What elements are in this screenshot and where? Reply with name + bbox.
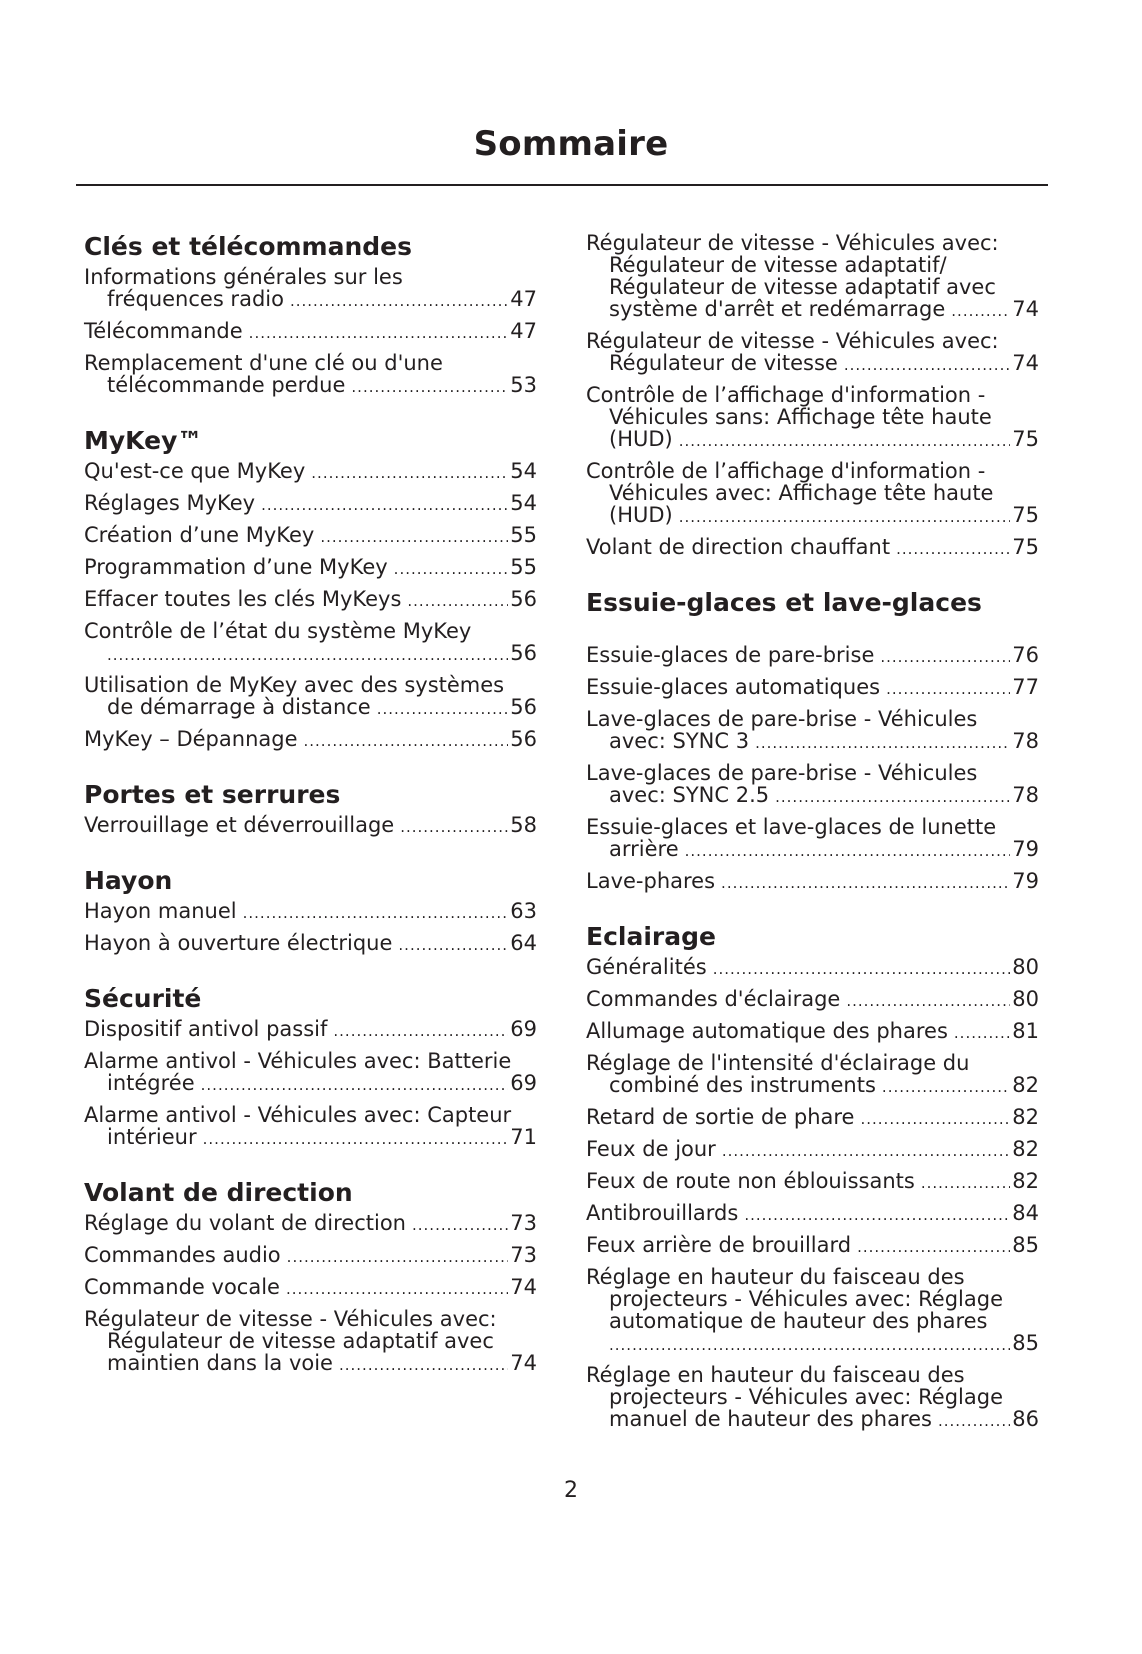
entry-page-number: 74	[1012, 297, 1039, 321]
dot-leader	[921, 1172, 1010, 1194]
entry-text: Alarme antivol - Véhicules avec: Capteur	[84, 1103, 512, 1127]
dot-leader	[882, 1076, 1010, 1098]
page-number: 2	[564, 1478, 578, 1503]
dot-leader	[290, 290, 508, 312]
entry-page-number: 56	[510, 587, 537, 611]
toc-section-continued	[586, 232, 1039, 560]
dot-leader	[938, 1410, 1010, 1432]
entry-text: Alarme antivol - Véhicules avec: Batterie	[84, 1049, 512, 1073]
dot-leader	[775, 786, 1010, 808]
entry-page-number: 53	[510, 373, 537, 397]
dot-leader	[398, 934, 508, 956]
entry-text: Allumage automatique des phares	[586, 1019, 948, 1043]
toc-entry[interactable]	[586, 1052, 1039, 1098]
entry-text: Feux de jour	[586, 1137, 716, 1161]
dot-leader	[400, 816, 508, 838]
entry-page-number: 69	[510, 1071, 537, 1095]
dot-leader	[755, 732, 1010, 754]
dot-leader	[261, 494, 508, 516]
entry-text: Régulateur de vitesse adaptatif/	[609, 253, 947, 277]
toc-entry[interactable]	[586, 1234, 1039, 1258]
entry-text: Hayon à ouverture électrique	[84, 931, 393, 955]
entry-page-number: 74	[510, 1351, 537, 1375]
entry-text: Régulateur de vitesse adaptatif avec	[107, 1329, 494, 1353]
entry-text: Réglage en hauteur du faisceau des	[586, 1265, 965, 1289]
dot-leader	[243, 902, 509, 924]
section-heading: Portes et serrures	[84, 780, 341, 809]
dot-leader	[333, 1020, 508, 1042]
entry-page-number: 56	[510, 727, 537, 751]
entry-text: Commande vocale	[84, 1275, 280, 1299]
toc-entry[interactable]	[586, 708, 1039, 754]
dot-leader	[339, 1354, 508, 1376]
entry-text: Contrôle de l’affichage d'information -	[586, 383, 986, 407]
dot-leader	[286, 1278, 508, 1300]
toc-entry[interactable]	[84, 1276, 537, 1300]
entry-text: avec: SYNC 3	[609, 729, 750, 753]
entry-text: Véhicules sans: Affichage tête haute	[609, 405, 992, 429]
toc-entry[interactable]	[84, 556, 537, 580]
toc-entry[interactable]	[586, 1364, 1039, 1432]
dot-leader	[679, 430, 1011, 452]
entry-text: Réglages MyKey	[84, 491, 256, 515]
dot-leader	[287, 1246, 509, 1268]
entry-page-number: 82	[1012, 1073, 1039, 1097]
entry-text: Création d’une MyKey	[84, 523, 315, 547]
toc-section-essuie-glaces-et-lave-glaces	[586, 588, 1039, 894]
entry-text: Verrouillage et déverrouillage	[84, 813, 395, 837]
entry-text: Régulateur de vitesse - Véhicules avec:	[586, 329, 999, 353]
toc-entry[interactable]	[84, 1212, 537, 1236]
toc-section-cles-et-telecommandes	[84, 232, 537, 398]
dot-leader	[896, 538, 1010, 560]
entry-page-number: 54	[510, 459, 537, 483]
dot-leader	[880, 646, 1010, 668]
toc-entry[interactable]	[84, 266, 537, 312]
entry-text: (HUD)	[609, 427, 673, 451]
entry-text: Antibrouillards	[586, 1201, 739, 1225]
entry-page-number: 79	[1012, 837, 1039, 861]
entry-page-number: 71	[510, 1125, 537, 1149]
toc-section-mykey	[84, 426, 537, 752]
dot-leader	[951, 300, 1010, 322]
entry-text: Informations générales sur les	[84, 265, 403, 289]
dot-leader	[609, 1334, 1010, 1356]
toc-section-portes-et-serrures	[84, 780, 537, 838]
entry-page-number: 58	[510, 813, 537, 837]
dot-leader	[304, 730, 509, 752]
dot-leader	[886, 678, 1010, 700]
entry-page-number: 56	[510, 695, 537, 719]
dot-leader	[860, 1108, 1010, 1130]
entry-page-number: 86	[1012, 1407, 1039, 1431]
entry-page-number: 56	[510, 641, 537, 665]
entry-text: intérieur	[107, 1125, 197, 1149]
entry-page-number: 80	[1012, 955, 1039, 979]
entry-text: télécommande perdue	[107, 373, 346, 397]
entry-text: Réglage en hauteur du faisceau des	[586, 1363, 965, 1387]
entry-text: Réglage du volant de direction	[84, 1211, 406, 1235]
entry-text: Essuie-glaces et lave-glaces de lunette	[586, 815, 997, 839]
title-divider	[76, 184, 1048, 186]
dot-leader	[249, 322, 509, 344]
entry-page-number: 84	[1012, 1201, 1039, 1225]
entry-text: intégrée	[107, 1071, 195, 1095]
toc-entry[interactable]	[84, 524, 537, 548]
entry-text: projecteurs - Véhicules avec: Réglage	[609, 1287, 1004, 1311]
entry-page-number: 82	[1012, 1137, 1039, 1161]
toc-entry[interactable]	[84, 460, 537, 484]
entry-text: MyKey – Dépannage	[84, 727, 298, 751]
dot-leader	[311, 462, 508, 484]
toc-section-hayon	[84, 866, 537, 956]
toc-entry[interactable]	[586, 384, 1039, 452]
entry-text: automatique de hauteur des phares	[609, 1309, 988, 1333]
section-heading: Eclairage	[586, 922, 716, 951]
entry-text: Lave-glaces de pare-brise - Véhicules	[586, 707, 978, 731]
toc-entry[interactable]	[586, 536, 1039, 560]
entry-text: Télécommande	[84, 319, 243, 343]
entry-text: Contrôle de l’état du système MyKey	[84, 619, 472, 643]
dot-leader	[351, 376, 508, 398]
entry-text: Régulateur de vitesse - Véhicules avec:	[84, 1307, 497, 1331]
entry-text: Réglage de l'intensité d'éclairage du	[586, 1051, 970, 1075]
entry-text: Véhicules avec: Affichage tête haute	[609, 481, 994, 505]
entry-text: Lave-glaces de pare-brise - Véhicules	[586, 761, 978, 785]
toc-entry[interactable]	[586, 460, 1039, 528]
entry-page-number: 47	[510, 319, 537, 343]
entry-text: Dispositif antivol passif	[84, 1017, 328, 1041]
toc-right-column	[586, 232, 1039, 1460]
toc-section-volant-de-direction	[84, 1178, 537, 1376]
entry-text: Utilisation de MyKey avec des systèmes	[84, 673, 505, 697]
dot-leader	[744, 1204, 1010, 1226]
section-heading: Essuie-glaces et lave-glaces	[586, 588, 982, 617]
toc-entry[interactable]	[586, 232, 1039, 322]
dot-leader	[722, 1140, 1010, 1162]
dot-leader	[412, 1214, 508, 1236]
entry-page-number: 79	[1012, 869, 1039, 893]
dot-leader	[394, 558, 509, 580]
dot-leader	[846, 990, 1010, 1012]
entry-page-number: 73	[510, 1243, 537, 1267]
entry-page-number: 63	[510, 899, 537, 923]
section-heading: Volant de direction	[84, 1178, 353, 1207]
entry-text: Lave-phares	[586, 869, 716, 893]
entry-text: projecteurs - Véhicules avec: Réglage	[609, 1385, 1004, 1409]
entry-page-number: 85	[1012, 1331, 1039, 1355]
entry-page-number: 80	[1012, 987, 1039, 1011]
toc-left-column	[84, 232, 537, 1404]
toc-entry[interactable]	[84, 728, 537, 752]
toc-entry[interactable]	[586, 644, 1039, 668]
toc-entry[interactable]	[586, 988, 1039, 1012]
toc-entry[interactable]	[586, 676, 1039, 700]
entry-text: avec: SYNC 2.5	[609, 783, 770, 807]
entry-text: Remplacement d'une clé ou d'une	[84, 351, 443, 375]
toc-entry[interactable]	[84, 674, 537, 720]
entry-text: Volant de direction chauffant	[586, 535, 891, 559]
entry-page-number: 47	[510, 287, 537, 311]
dot-leader	[377, 698, 509, 720]
dot-leader	[713, 958, 1011, 980]
toc-entry[interactable]	[586, 1170, 1039, 1194]
entry-page-number: 75	[1012, 535, 1039, 559]
toc-entry[interactable]	[586, 1020, 1039, 1044]
entry-text: Contrôle de l’affichage d'information -	[586, 459, 986, 483]
entry-page-number: 85	[1012, 1233, 1039, 1257]
entry-text: arrière	[609, 837, 679, 861]
entry-page-number: 78	[1012, 729, 1039, 753]
section-heading: Hayon	[84, 866, 173, 895]
toc-entry[interactable]	[84, 492, 537, 516]
toc-entry[interactable]	[586, 870, 1039, 894]
toc-entry[interactable]	[586, 330, 1039, 376]
entry-page-number: 74	[510, 1275, 537, 1299]
dot-leader	[407, 590, 508, 612]
toc-entry[interactable]	[586, 762, 1039, 808]
toc-entry[interactable]	[84, 900, 537, 924]
toc-entry[interactable]	[84, 932, 537, 956]
toc-entry[interactable]	[84, 320, 537, 344]
entry-page-number: 75	[1012, 503, 1039, 527]
toc-entry[interactable]	[84, 1244, 537, 1268]
dot-leader	[320, 526, 508, 548]
toc-entry[interactable]	[586, 1202, 1039, 1226]
entry-page-number: 55	[510, 523, 537, 547]
entry-text: Régulateur de vitesse adaptatif avec	[609, 275, 996, 299]
toc-section-eclairage	[586, 922, 1039, 1432]
toc-entry[interactable]	[84, 1050, 537, 1096]
dot-leader	[844, 354, 1010, 376]
entry-text: Régulateur de vitesse - Véhicules avec:	[586, 231, 999, 255]
toc-entry[interactable]	[84, 814, 537, 838]
entry-page-number: 75	[1012, 427, 1039, 451]
entry-page-number: 55	[510, 555, 537, 579]
dot-leader	[954, 1022, 1010, 1044]
toc-entry[interactable]	[586, 816, 1039, 862]
entry-page-number: 81	[1012, 1019, 1039, 1043]
entry-text: Essuie-glaces de pare-brise	[586, 643, 875, 667]
entry-text: Généralités	[586, 955, 707, 979]
entry-page-number: 78	[1012, 783, 1039, 807]
toc-entry[interactable]	[84, 620, 537, 666]
entry-text: Hayon manuel	[84, 899, 237, 923]
entry-text: maintien dans la voie	[107, 1351, 333, 1375]
entry-page-number: 76	[1012, 643, 1039, 667]
toc-entry[interactable]	[84, 352, 537, 398]
entry-text: (HUD)	[609, 503, 673, 527]
section-heading: Sécurité	[84, 984, 202, 1013]
page-title: Sommaire	[473, 124, 669, 164]
section-heading: MyKey™	[84, 426, 203, 455]
dot-leader	[721, 872, 1010, 894]
entry-text: fréquences radio	[107, 287, 284, 311]
entry-page-number: 54	[510, 491, 537, 515]
entry-page-number: 73	[510, 1211, 537, 1235]
toc-entry[interactable]	[586, 1266, 1039, 1356]
entry-text: Retard de sortie de phare	[586, 1105, 855, 1129]
dot-leader	[679, 506, 1011, 528]
toc-entry[interactable]	[586, 956, 1039, 980]
entry-text: Feux arrière de brouillard	[586, 1233, 852, 1257]
entry-page-number: 74	[1012, 351, 1039, 375]
dot-leader	[685, 840, 1011, 862]
dot-leader	[203, 1128, 509, 1150]
entry-text: manuel de hauteur des phares	[609, 1407, 932, 1431]
entry-text: système d'arrêt et redémarrage	[609, 297, 946, 321]
toc-section-securite	[84, 984, 537, 1150]
toc-entry[interactable]	[84, 1308, 537, 1376]
toc-entry[interactable]	[84, 1018, 537, 1042]
entry-page-number: 77	[1012, 675, 1039, 699]
toc-entry[interactable]	[586, 1106, 1039, 1130]
entry-text: Effacer toutes les clés MyKeys	[84, 587, 402, 611]
entry-page-number: 69	[510, 1017, 537, 1041]
entry-text: Qu'est-ce que MyKey	[84, 459, 306, 483]
dot-leader	[107, 644, 508, 666]
dot-leader	[857, 1236, 1010, 1258]
toc-entry[interactable]	[84, 588, 537, 612]
toc-entry[interactable]	[84, 1104, 537, 1150]
entry-text: Essuie-glaces automatiques	[586, 675, 881, 699]
entry-page-number: 64	[510, 931, 537, 955]
entry-text: combiné des instruments	[609, 1073, 876, 1097]
section-heading: Clés et télécommandes	[84, 232, 412, 261]
entry-text: de démarrage à distance	[107, 695, 371, 719]
entry-text: Programmation d’une MyKey	[84, 555, 388, 579]
toc-entry[interactable]	[586, 1138, 1039, 1162]
dot-leader	[201, 1074, 509, 1096]
entry-page-number: 82	[1012, 1105, 1039, 1129]
entry-text: Commandes audio	[84, 1243, 281, 1267]
entry-text: Commandes d'éclairage	[586, 987, 841, 1011]
entry-page-number: 82	[1012, 1169, 1039, 1193]
entry-text: Feux de route non éblouissants	[586, 1169, 915, 1193]
entry-text: Régulateur de vitesse	[609, 351, 838, 375]
